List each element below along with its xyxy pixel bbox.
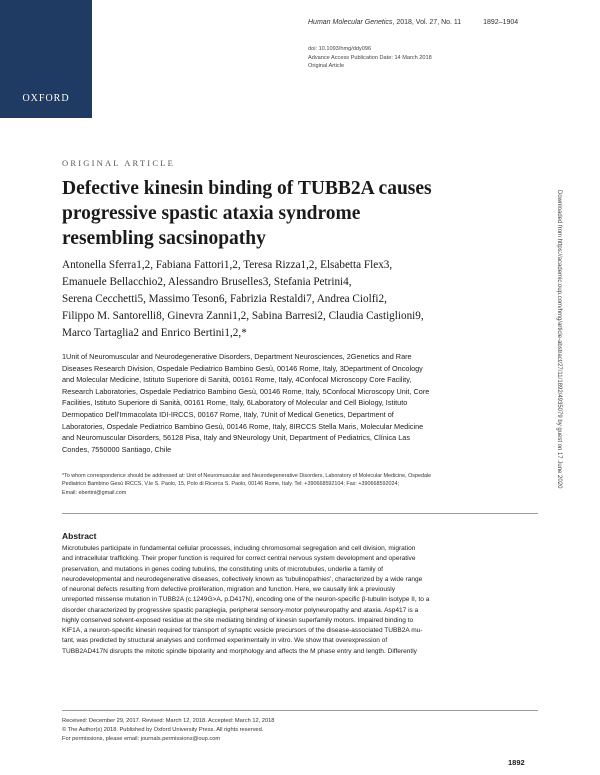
abstract-line: preservation, and mutations in genes coding tubulins, the constituting units of microtubules, underlie a family of <box>62 565 383 573</box>
correspondence-email[interactable]: Email: ebertini@gmail.com <box>62 489 127 496</box>
abstract-body <box>62 544 538 657</box>
author-line: Serena Cecchetti5, Massimo Teson6, Fabrizia Restaldi7, Andrea Ciolfi2, <box>62 293 387 305</box>
affiliation-line: Condes, 7550000 Santiago, Chile <box>62 444 172 454</box>
journal-citation-line <box>308 19 518 26</box>
abstract-line: neurodevelopmental and neurodegenerative diseases, collectively known as 'tubulinopathies', characterized by a wide range <box>62 575 423 583</box>
abstract-line: TUBB2AD417N disrupts the mitotic spindle bipolarity and morphology and affects the M phase entry and length. Differently <box>62 647 417 655</box>
affiliations <box>62 351 537 455</box>
author-line: Emanuele Bellacchio2, Alessandro Bruselles3, Stefania Petrini4, <box>62 276 352 288</box>
abstract-line: of neuronal defects resulting from defective proliferation, migration and function. Here, we causally link a previously <box>62 586 395 593</box>
abstract-top-rule <box>62 513 538 514</box>
affiliation-line: 1Unit of Neuromuscular and Neurodegenerative Disorders, Department Neurosciences, 2Genetics and Rare <box>62 352 412 361</box>
article-meta <box>308 45 432 71</box>
affiliation-line: Dermopatico Dell'Immacolata IDI-IRCCS, 00167 Rome, Italy, 7Unit of Medical Genetics, Department of <box>62 409 394 419</box>
author-line: Antonella Sferra1,2, Fabiana Fattori1,2, Teresa Rizza1,2, Elsabetta Flex3, <box>62 259 393 271</box>
affiliation-line: Laboratories, Ospedale Pediatrico Bambino Gesù, 00146 Rome, Italy, 8IRCCS Stella Maris, Molecular Medicine <box>62 421 424 431</box>
logo-text: OXFORD <box>22 93 70 104</box>
abstract-line: tant, was predicted by structural analyses and confirmed experimentally in vitro. We show that overexpression of <box>62 637 388 645</box>
author-list <box>62 257 532 342</box>
title-line: resembling sacsinopathy <box>62 228 266 249</box>
affiliation-line: Facilities, Istituto Superiore di Sanità, 00161 Rome, Italy, 6Laboratory of Molecular and Cell Biology, Istituto <box>62 398 408 408</box>
page-number: 1892 <box>508 758 525 767</box>
footer-dates: Received: December 29, 2017. Revised: March 12, 2018. Accepted: March 12, 2018 <box>62 718 275 724</box>
author-line: Marco Tartaglia2 and Enrico Bertini1,2,* <box>62 327 247 339</box>
correspondence-note <box>62 472 537 497</box>
article-category: Original Article <box>308 63 345 69</box>
abstract-line: disorder characterized by progressive spastic paraplegia, peripheral sensory-motor polyneuropathy and ataxia. Asp417 is a <box>62 606 419 614</box>
footer-rule <box>62 710 538 711</box>
title-line: Defective kinesin binding of TUBB2A causes <box>62 178 432 199</box>
affiliation-line: and Molecular Medicine, Istituto Superiore di Sanità, 00161 Rome, Italy, 4Confocal Microscopy Core Facility, <box>62 375 412 385</box>
abstract-line: KIF1A, a neuron-specific kinesin required for transport of synaptic vesicle precursors of the disease-associated TUBB2A mu- <box>62 627 423 634</box>
footer-copyright: © The Author(s) 2018. Published by Oxford University Press. All rights reserved. <box>62 727 264 733</box>
correspondence-line: *To whom correspondence should be addressed at: Unit of Neuromuscular and Neurodegenerative Disorders, Laboratory of Molecular Medicine, Ospedale <box>62 473 432 479</box>
article-type-label: ORIGINAL ARTICLE <box>62 158 175 168</box>
author-line: Filippo M. Santorelli8, Ginevra Zanni1,2, Sabina Barresi2, Claudia Castiglioni9, <box>62 310 424 322</box>
journal-name: Human Molecular Genetics <box>308 19 393 26</box>
affiliation-line: and Neuromuscular Disorders, 56128 Pisa, Italy and 9Neurology Unit, Department of Pediatrics, Clínica Las <box>62 433 410 443</box>
footer-permissions: For permissions, please email: journals.permissions@oup.com <box>62 736 221 742</box>
abstract-heading: Abstract <box>62 531 97 541</box>
page-range: 1892–1904 <box>483 19 519 26</box>
abstract-line: highly conserved solvent-exposed residue at the site mediating binding of kinesin superfamily motors. Impaired binding to <box>62 616 414 624</box>
abstract-line: unreported missense mutation in TUBB2A (c.1249G>A, p.D417N), encoding one of the neuron-specific β-tubulin isotype II, to a <box>62 596 430 604</box>
affiliation-line: Diseases Research Division, Ospedale Pediatrico Bambino Gesù, 00146 Rome, Italy, 3Department of Oncology <box>62 363 423 373</box>
doi-link[interactable]: doi: 10.1093/hmg/ddy096 <box>308 46 372 52</box>
publication-footer <box>62 717 274 744</box>
journal-citation: , 2018, Vol. 27, No. 11 <box>392 19 462 26</box>
abstract-line: Microtubules participate in fundamental cellular processes, including chromosomal segregation and cell division, migration <box>62 545 416 552</box>
abstract-line: and intracellular trafficking. Their proper function is required for correct central nervous system development and operative <box>62 555 416 563</box>
affiliation-line: Research Laboratories, Ospedale Pediatrico Bambino Gesù, 00146 Rome, Italy, 5Confocal Microscopy Unit, Core <box>62 386 430 396</box>
title-line: progressive spastic ataxia syndrome <box>62 203 361 224</box>
advance-access-date: Advance Access Publication Date: 14 March 2018 <box>308 54 432 61</box>
oxford-logo <box>0 0 92 118</box>
article-title <box>62 176 482 251</box>
download-watermark: Downloaded from https://academic.oup.com/hmg/article-abstract/27/11/1892/4935079 by guest on 17 June 2020 <box>556 190 562 489</box>
correspondence-line: Pediatrico Bambino Gesù IRCCS, V.le S. Paolo, 15, Polo di Ricerca S. Paolo, 00146 Rome, Italy. Tel: +390668592104; Fax: +390668592024; <box>62 481 400 488</box>
